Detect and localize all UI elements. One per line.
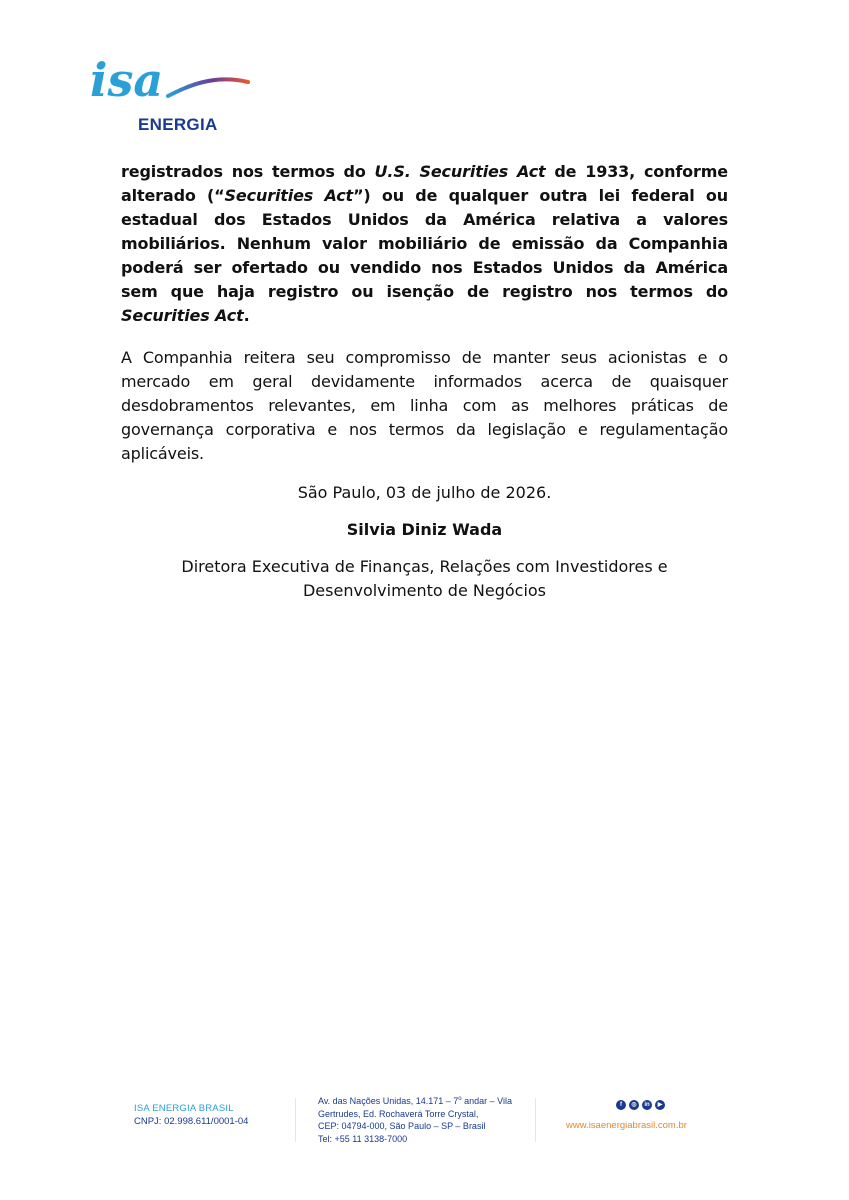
footer-contact [566, 1100, 687, 1131]
facebook-icon[interactable]: f [616, 1100, 626, 1110]
instagram-icon[interactable]: ◎ [629, 1100, 639, 1110]
social-icons [616, 1100, 687, 1110]
signer-role: Diretora Executiva de Finanças, Relações com Investidores e Desenvolvimento de Negócios [181, 557, 668, 600]
logo-wordmark: isa [90, 56, 164, 107]
footer-divider [295, 1098, 296, 1142]
signer-name: Silvia Diniz Wada [346, 520, 503, 539]
footer-address: Av. das Nações Unidas, 14.171 – 7$^o$ andar – Vila Gertrudes, Ed. Rochaverá Torre Crystal, CEP: 04794-000, São Paulo – SP – Brasil Tel: +55 11 3138-7000 [318, 1096, 512, 1144]
disclaimer-paragraph: registrados nos termos do U.S. Securities Act de 1933, conforme alterado (“Securities Act”) ou de qualquer outra lei federal ou estadual dos Estados Unidos da América relativa a valores mobiliários. Nenhum valor mobiliário de emissão da Companhia poderá ser ofertado ou vendido nos Estados Unidos da América sem que haja registro ou isenção de registro nos termos do Securities Act. [121, 162, 728, 325]
footer-company: ISA ENERGIA BRASIL CNPJ: 02.998.611/0001-04 [134, 1103, 249, 1127]
commitment-paragraph: A Companhia reitera seu compromisso de manter seus acionistas e o mercado em geral devidamente informados acerca de quaisquer desdobramentos relevantes, em linha com as melhores práticas de governança corporativa e nos termos da legislação e regulamentação aplicáveis. [121, 348, 728, 463]
website-link[interactable]: www.isaenergiabrasil.com.br [566, 1120, 687, 1131]
document-body [121, 160, 728, 603]
date-line: São Paulo, 03 de julho de 2026. [297, 483, 552, 502]
isa-logo-mark [88, 56, 258, 116]
youtube-icon[interactable]: ▶ [655, 1100, 665, 1110]
logo-subtitle: ENERGIA [138, 115, 218, 134]
footer-divider [535, 1098, 536, 1142]
linkedin-icon[interactable]: in [642, 1100, 652, 1110]
page-footer [0, 1080, 849, 1170]
isa-energia-logo [88, 56, 258, 138]
